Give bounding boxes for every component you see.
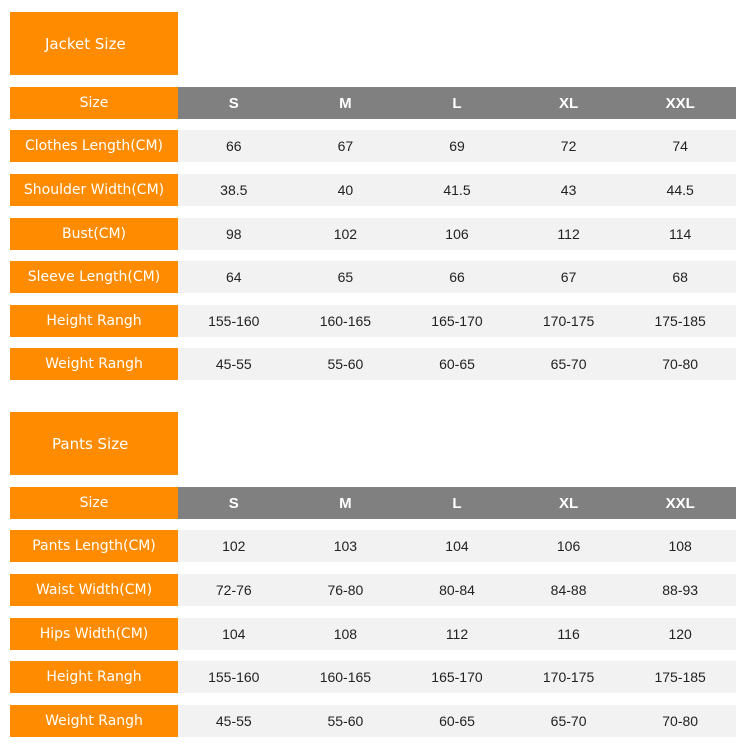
table-row [10, 618, 736, 650]
table-cell: 120 [668, 626, 692, 642]
size-xl-header: XL [558, 94, 579, 112]
table-cell: 55-60 [327, 713, 364, 729]
pants-header-row [10, 487, 736, 519]
row-label: Pants Length(CM) [10, 530, 178, 562]
row-label: Weight Rangh [10, 348, 178, 380]
row-label: Height Rangh [10, 661, 178, 693]
table-row [10, 218, 736, 250]
table-cell: 45-55 [215, 356, 252, 372]
header-label: Size [10, 487, 178, 519]
table-cell: 43 [560, 182, 577, 198]
table-row [10, 174, 736, 206]
jacket-header-row [10, 87, 736, 119]
table-cell: 44.5 [666, 182, 694, 198]
table-cell: 102 [333, 226, 358, 242]
table-cell: 74 [672, 138, 688, 154]
table-cell: 70-80 [662, 356, 699, 372]
table-cell: 104 [222, 626, 246, 642]
row-label: Sleeve Length(CM) [10, 261, 178, 293]
size-m-header: M [339, 94, 352, 112]
table-cell: 66 [449, 269, 465, 285]
header-label: Size [10, 87, 178, 119]
table-cell: 108 [333, 626, 358, 642]
table-row [10, 261, 736, 293]
table-cell: 67 [337, 138, 354, 154]
table-row [10, 574, 736, 606]
size-m-header: M [339, 494, 352, 512]
row-label: Shoulder Width(CM) [10, 174, 178, 206]
table-cell: 160-165 [319, 313, 372, 329]
table-cell: 67 [560, 269, 577, 285]
size-s-header: S [228, 94, 239, 112]
table-cell: 175-185 [654, 669, 706, 685]
table-cell: 106 [556, 538, 581, 554]
table-cell: 160-165 [319, 669, 372, 685]
table-cell: 60-65 [439, 356, 475, 372]
table-cell: 40 [337, 182, 354, 198]
size-s-header: S [228, 494, 239, 512]
row-label: Waist Width(CM) [10, 574, 178, 606]
table-row [10, 530, 736, 562]
table-cell: 76-80 [327, 582, 364, 598]
table-cell: 170-175 [542, 669, 595, 685]
table-cell: 98 [226, 226, 242, 242]
table-cell: 103 [333, 538, 358, 554]
table-cell: 72-76 [215, 582, 252, 598]
row-label: Clothes Length(CM) [10, 130, 178, 162]
table-cell: 155-160 [208, 313, 260, 329]
size-xl-header: XL [558, 494, 579, 512]
table-cell: 41.5 [443, 182, 471, 198]
size-l-header: L [452, 494, 462, 512]
table-cell: 65 [337, 269, 354, 285]
table-cell: 65-70 [550, 356, 587, 372]
jacket-size-title: Jacket Size [10, 12, 178, 75]
table-cell: 170-175 [542, 313, 595, 329]
table-cell: 68 [672, 269, 688, 285]
table-cell: 69 [449, 138, 465, 154]
table-cell: 45-55 [215, 713, 252, 729]
table-cell: 155-160 [208, 669, 260, 685]
table-cell: 112 [445, 626, 469, 642]
row-label: Hips Width(CM) [10, 618, 178, 650]
size-xxl-header: XXL [665, 94, 695, 112]
pants-size-title: Pants Size [10, 412, 178, 475]
table-cell: 165-170 [431, 313, 483, 329]
table-cell: 65-70 [550, 713, 587, 729]
table-cell: 72 [560, 138, 577, 154]
table-cell: 70-80 [662, 713, 699, 729]
table-cell: 112 [557, 226, 580, 242]
table-cell: 175-185 [654, 313, 706, 329]
table-row [10, 130, 736, 162]
table-cell: 60-65 [439, 713, 475, 729]
table-cell: 116 [557, 626, 580, 642]
table-row [10, 705, 736, 737]
table-cell: 66 [226, 138, 242, 154]
table-cell: 38.5 [220, 182, 248, 198]
table-row [10, 661, 736, 693]
table-cell: 106 [445, 226, 469, 242]
size-xxl-header: XXL [665, 494, 695, 512]
table-cell: 64 [226, 269, 242, 285]
row-label: Height Rangh [10, 305, 178, 337]
row-label: Bust(CM) [10, 218, 178, 250]
row-label: Weight Rangh [10, 705, 178, 737]
table-cell: 88-93 [662, 582, 699, 598]
table-cell: 102 [222, 538, 246, 554]
size-l-header: L [452, 94, 462, 112]
table-cell: 108 [668, 538, 692, 554]
table-row [10, 348, 736, 380]
table-row [10, 305, 736, 337]
table-cell: 80-84 [439, 582, 475, 598]
table-cell: 104 [445, 538, 469, 554]
table-cell: 114 [669, 226, 692, 242]
table-cell: 84-88 [550, 582, 587, 598]
table-cell: 55-60 [327, 356, 364, 372]
table-cell: 165-170 [431, 669, 483, 685]
